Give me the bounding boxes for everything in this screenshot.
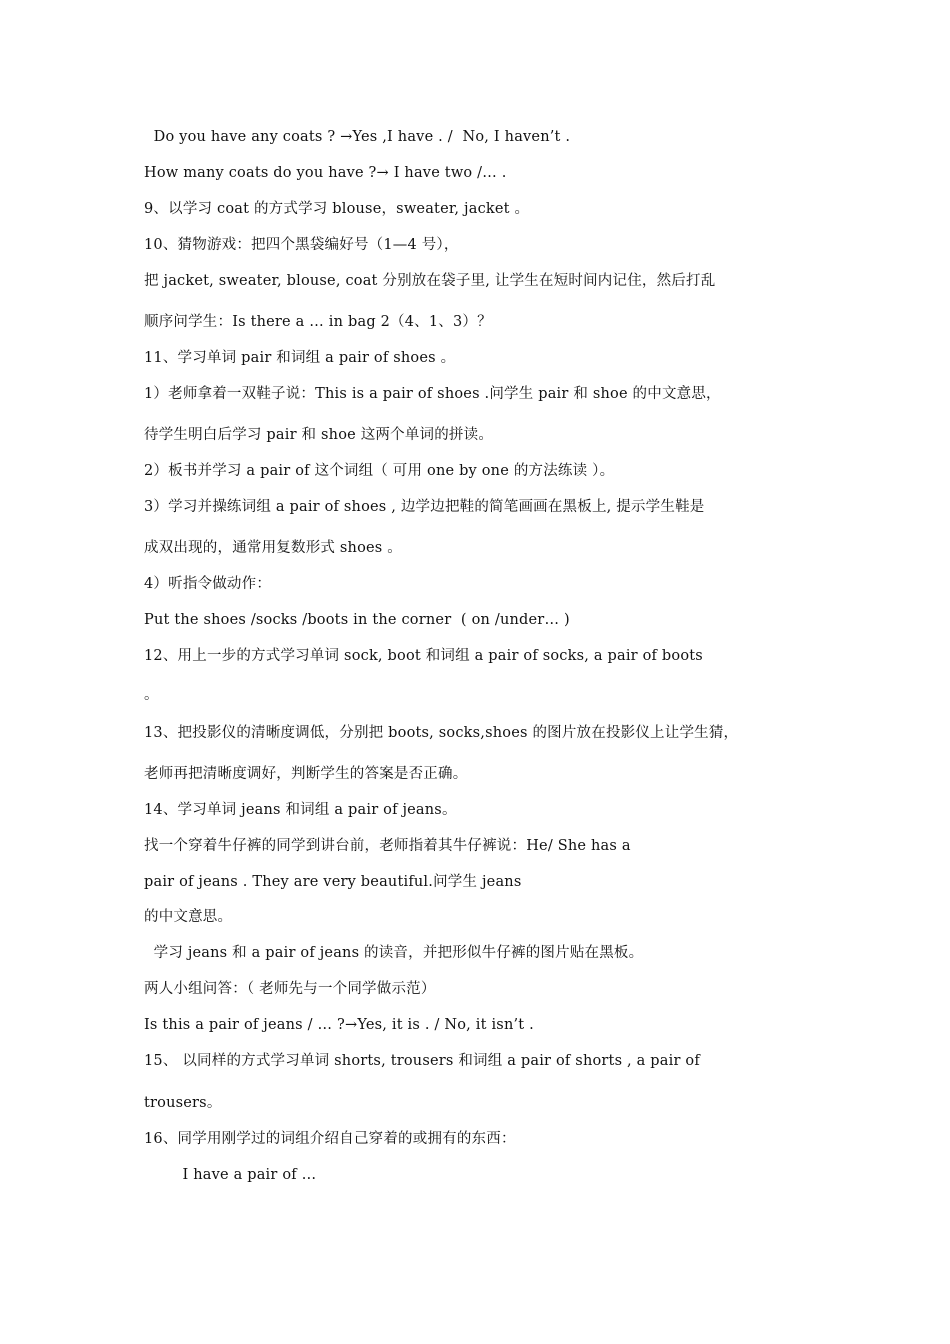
- text-line: 两人小组问答：（ 老师先与一个同学做示范）: [144, 981, 436, 997]
- text-line: 11、学习单词 pair 和词组 a pair of shoes 。: [144, 350, 456, 366]
- text-line: Is this a pair of jeans / … ?→Yes, it is . / No, it isn’t .: [144, 1017, 534, 1033]
- text-line: 顺序问学生：Is there a … in bag 2（4、1、3）？: [144, 314, 492, 330]
- text-line: Put the shoes /socks /boots in the corner ( on /under… ): [144, 612, 570, 628]
- text-line: pair of jeans . They are very beautiful.问学生 jeans: [144, 874, 522, 890]
- text-line: 成双出现的，通常用复数形式 shoes 。: [144, 540, 402, 556]
- text-line: 。: [144, 687, 159, 703]
- text-line: 12、用上一步的方式学习单词 sock, boot 和词组 a pair of socks, a pair of boots: [144, 648, 703, 664]
- text-line: 的中文意思。: [144, 909, 233, 925]
- text-line: 3）学习并操练词组 a pair of shoes , 边学边把鞋的简笔画画在黑板上, 提示学生鞋是: [144, 499, 705, 515]
- text-line: 学习 jeans 和 a pair of jeans 的读音，并把形似牛仔裤的图片贴在黑板。: [144, 945, 644, 961]
- text-line: 10、猜物游戏：把四个黑袋编好号（1—4 号），: [144, 237, 459, 253]
- text-line: 4）听指令做动作：: [144, 576, 272, 592]
- text-line: 2）板书并学习 a pair of 这个词组（ 可用 one by one 的方法练读 ）。: [144, 463, 615, 479]
- text-line: 老师再把清晰度调好，判断学生的答案是否正确。: [144, 766, 468, 782]
- text-line: 14、学习单词 jeans 和词组 a pair of jeans。: [144, 802, 457, 818]
- text-line: 15、 以同样的方式学习单词 shorts, trousers 和词组 a pair of shorts , a pair of: [144, 1053, 700, 1069]
- text-line: 待学生明白后学习 pair 和 shoe 这两个单词的拼读。: [144, 427, 494, 443]
- text-line: 16、同学用刚学过的词组介绍自己穿着的或拥有的东西：: [144, 1131, 516, 1147]
- text-line: Do you have any coats ? →Yes ,I have . / No, I haven’t .: [144, 129, 571, 145]
- text-line: I have a pair of …: [144, 1167, 317, 1183]
- text-line: 1）老师拿着一双鞋子说：This is a pair of shoes .问学生 pair 和 shoe 的中文意思，: [144, 386, 721, 402]
- text-line: 找一个穿着牛仔裤的同学到讲台前，老师指着其牛仔裤说：He/ She has a: [144, 838, 631, 854]
- text-line: 13、把投影仪的清晰度调低，分别把 boots, socks,shoes 的图片放在投影仪上让学生猜，: [144, 725, 739, 741]
- text-line: 把 jacket, sweater, blouse, coat 分别放在袋子里, 让学生在短时间内记住，然后打乱: [144, 273, 716, 289]
- text-line: trousers。: [144, 1095, 222, 1111]
- text-line: How many coats do you have ?→ I have two /… .: [144, 165, 507, 181]
- text-line: 9、以学习 coat 的方式学习 blouse，sweater, jacket 。: [144, 201, 530, 217]
